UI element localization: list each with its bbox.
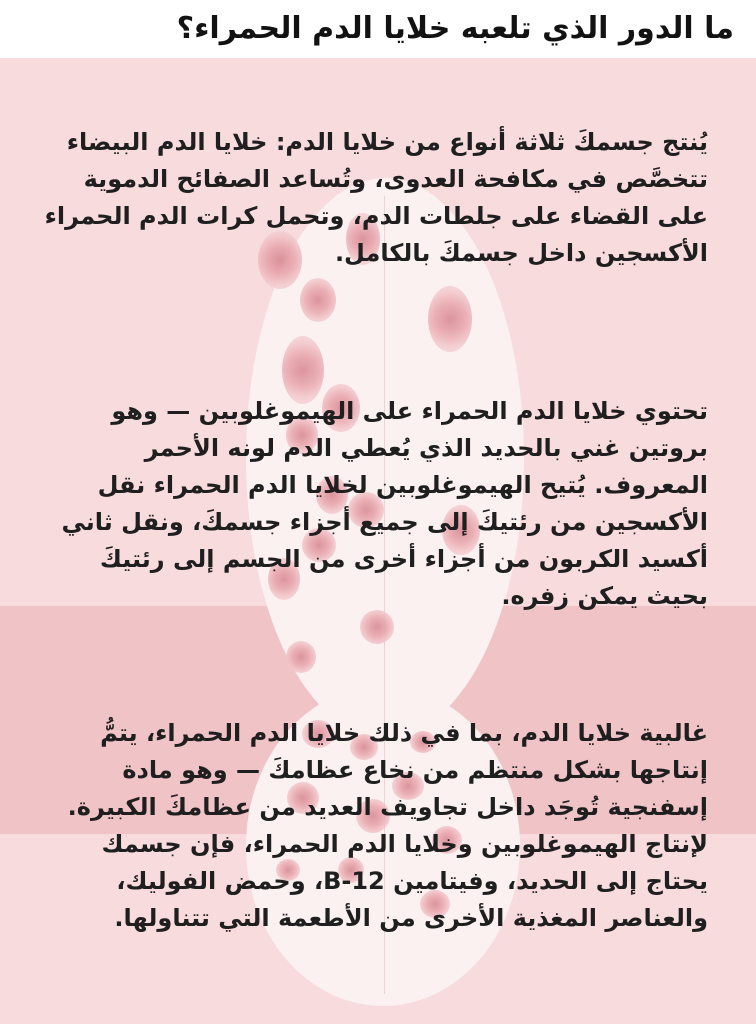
paragraph-bone-marrow: غالبية خلايا الدم، بما في ذلك خلايا الدم الحمراء، يتمُّ إنتاجها بشكل منتظم من نخاع عظامكَ — وهو مادة إسفنجية تُوجَد داخل تجاويف العديد من عظامكَ الكبيرة. لإنتاج الهيموغلوبين وخلايا الدم الحمراء، فإن جسمك يحتاج إلى الحديد، وفيتامين B-12، وحمض الفوليك، والعناصر المغذية الأخرى من الأطعمة التي تتناولها. bbox=[67, 719, 708, 932]
red-blood-cell-graphic bbox=[286, 641, 316, 673]
red-blood-cell-graphic bbox=[300, 278, 336, 322]
title-bar bbox=[0, 0, 756, 58]
red-blood-cell-graphic bbox=[360, 610, 394, 644]
paragraph-hemoglobin: تحتوي خلايا الدم الحمراء على الهيموغلوبين — وهو بروتين غني بالحديد الذي يُعطي الدم لونه الأحمر المعروف. يُتيح الهيموغلوبين لخلايا الدم الحمراء نقل الأكسجين من رئتيكَ إلى جميع أجزاء جسمكَ، ونقل ثاني أكسيد الكربون من أجزاء أخرى من الجسم إلى رئتيكَ بحيث يمكن زفره. bbox=[61, 397, 708, 610]
red-blood-cell-graphic bbox=[428, 286, 472, 352]
paragraph-blood-cell-types: يُنتج جسمكَ ثلاثة أنواع من خلايا الدم: خلايا الدم البيضاء تتخصَّص في مكافحة العدوى، وتُساعد الصفائح الدموية على القضاء على جلطات الدم، وتحمل كرات الدم الحمراء الأكسجين داخل جسمكَ بالكامل. bbox=[44, 128, 708, 267]
page-title: ما الدور الذي تلعبه خلايا الدم الحمراء؟ bbox=[176, 11, 734, 46]
